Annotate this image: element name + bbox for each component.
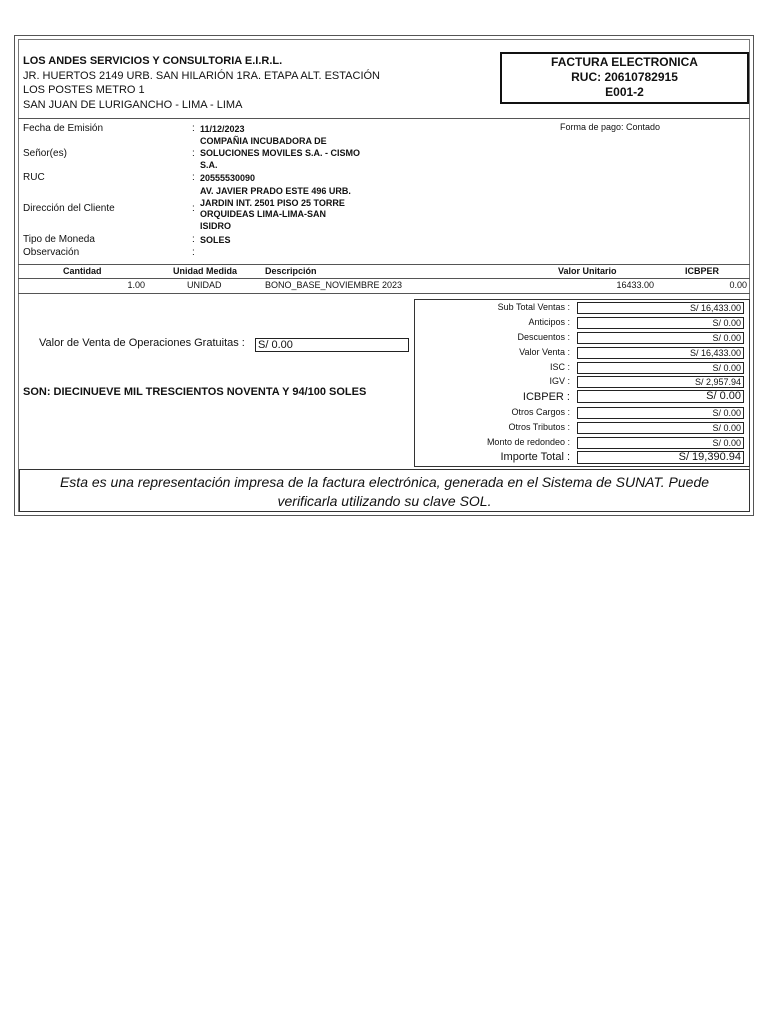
- items-header-bottom-line: [18, 278, 750, 279]
- observacion-label: Observación: [23, 247, 80, 258]
- col-header-unidad: Unidad Medida: [173, 266, 238, 276]
- row-valor-unitario: 16433.00: [616, 280, 654, 290]
- igv-label: IGV :: [549, 376, 570, 386]
- forma-pago: Forma de pago: Contado: [560, 122, 661, 132]
- anticipos-label: Anticipos :: [528, 317, 570, 327]
- valor-venta-value: S/ 16,433.00: [577, 347, 744, 359]
- col-header-icbper: ICBPER: [685, 266, 720, 276]
- direccion-colon: :: [192, 203, 195, 214]
- fecha-value: 11/12/2023: [200, 124, 245, 134]
- legal-notice-line1: Esta es una representación impresa de la factura electrónica, generada en el Sistema de SUNAT. Puede: [59, 474, 710, 490]
- isc-value: S/ 0.00: [577, 362, 744, 374]
- row-cantidad: 1.00: [127, 280, 145, 290]
- items-bottom-line: [18, 293, 750, 294]
- anticipos-value: S/ 0.00: [577, 317, 744, 329]
- moneda-colon: :: [192, 234, 195, 245]
- invoice-id-box: [500, 52, 749, 104]
- otros-cargos-label: Otros Cargos :: [511, 407, 570, 417]
- items-header-top-line: [18, 264, 750, 265]
- importe-total-value: S/ 19,390.94: [577, 451, 744, 464]
- subtotal-value: S/ 16,433.00: [577, 302, 744, 314]
- redondeo-value: S/ 0.00: [577, 437, 744, 449]
- direccion-value-line3: ORQUIDEAS LIMA-LIMA-SAN: [200, 209, 326, 219]
- header-divider: [18, 118, 750, 119]
- valor-venta-label: Valor Venta :: [519, 347, 570, 357]
- company-address-line1: JR. HUERTOS 2149 URB. SAN HILARIÓN 1RA. ETAPA ALT. ESTACIÓN: [23, 70, 380, 82]
- company-address-line2: LOS POSTES METRO 1: [23, 84, 145, 96]
- moneda-value: SOLES: [200, 235, 231, 245]
- otros-tributos-value: S/ 0.00: [577, 422, 744, 434]
- gratuitas-value-box: S/ 0.00: [255, 338, 409, 352]
- senor-value-line3: S.A.: [200, 160, 218, 170]
- amount-in-words: SON: DIECINUEVE MIL TRESCIENTOS NOVENTA Y 94/100 SOLES: [23, 386, 367, 398]
- fecha-colon: :: [192, 123, 195, 134]
- col-header-descripcion: Descripción: [265, 266, 317, 276]
- col-header-valor-unitario: Valor Unitario: [558, 266, 617, 276]
- direccion-value-line1: AV. JAVIER PRADO ESTE 496 URB.: [200, 186, 351, 196]
- icbper-total-label: ICBPER :: [522, 391, 570, 403]
- invoice-ruc: RUC: 20610782915: [571, 70, 678, 84]
- senor-value-line2: SOLUCIONES MOVILES S.A. - CISMO: [200, 148, 361, 158]
- ruc-label: RUC: [23, 172, 45, 183]
- legal-notice: [19, 469, 750, 512]
- otros-tributos-label: Otros Tributos :: [508, 422, 570, 432]
- invoice-title: FACTURA ELECTRONICA: [551, 55, 698, 69]
- ruc-value: 20555530090: [200, 173, 256, 183]
- ruc-colon: :: [192, 172, 195, 183]
- descuentos-label: Descuentos :: [517, 332, 570, 342]
- company-address-line3: SAN JUAN DE LURIGANCHO - LIMA - LIMA: [23, 99, 243, 111]
- descuentos-value: S/ 0.00: [577, 332, 744, 344]
- row-icbper: 0.00: [729, 280, 747, 290]
- redondeo-label: Monto de redondeo :: [486, 437, 570, 447]
- row-descripcion: BONO_BASE_NOVIEMBRE 2023: [265, 280, 403, 290]
- col-header-cantidad: Cantidad: [63, 266, 102, 276]
- company-name: LOS ANDES SERVICIOS Y CONSULTORIA E.I.R.L.: [23, 55, 283, 67]
- moneda-label: Tipo de Moneda: [23, 234, 95, 245]
- senor-label: Señor(es): [23, 148, 67, 159]
- legal-notice-line2: verificarla utilizando su clave SOL.: [277, 493, 492, 509]
- importe-total-label: Importe Total :: [500, 451, 570, 463]
- isc-label: ISC :: [549, 362, 570, 372]
- invoice-number: E001-2: [605, 85, 644, 99]
- senor-value-line1: COMPAÑIA INCUBADORA DE: [200, 136, 327, 146]
- subtotal-label: Sub Total Ventas :: [497, 302, 570, 312]
- direccion-value-line2: JARDIN INT. 2501 PISO 25 TORRE: [200, 198, 345, 208]
- direccion-value-line4: ISIDRO: [200, 221, 232, 231]
- fecha-label: Fecha de Emisión: [23, 123, 104, 134]
- row-unidad: UNIDAD: [187, 280, 222, 290]
- gratuitas-label: Valor de Venta de Operaciones Gratuitas :: [39, 337, 245, 349]
- senor-colon: :: [192, 148, 195, 159]
- observacion-colon: :: [192, 247, 195, 258]
- direccion-label: Dirección del Cliente: [23, 203, 115, 214]
- otros-cargos-value: S/ 0.00: [577, 407, 744, 419]
- icbper-total-value: S/ 0.00: [577, 390, 744, 403]
- igv-value: S/ 2,957.94: [577, 376, 744, 388]
